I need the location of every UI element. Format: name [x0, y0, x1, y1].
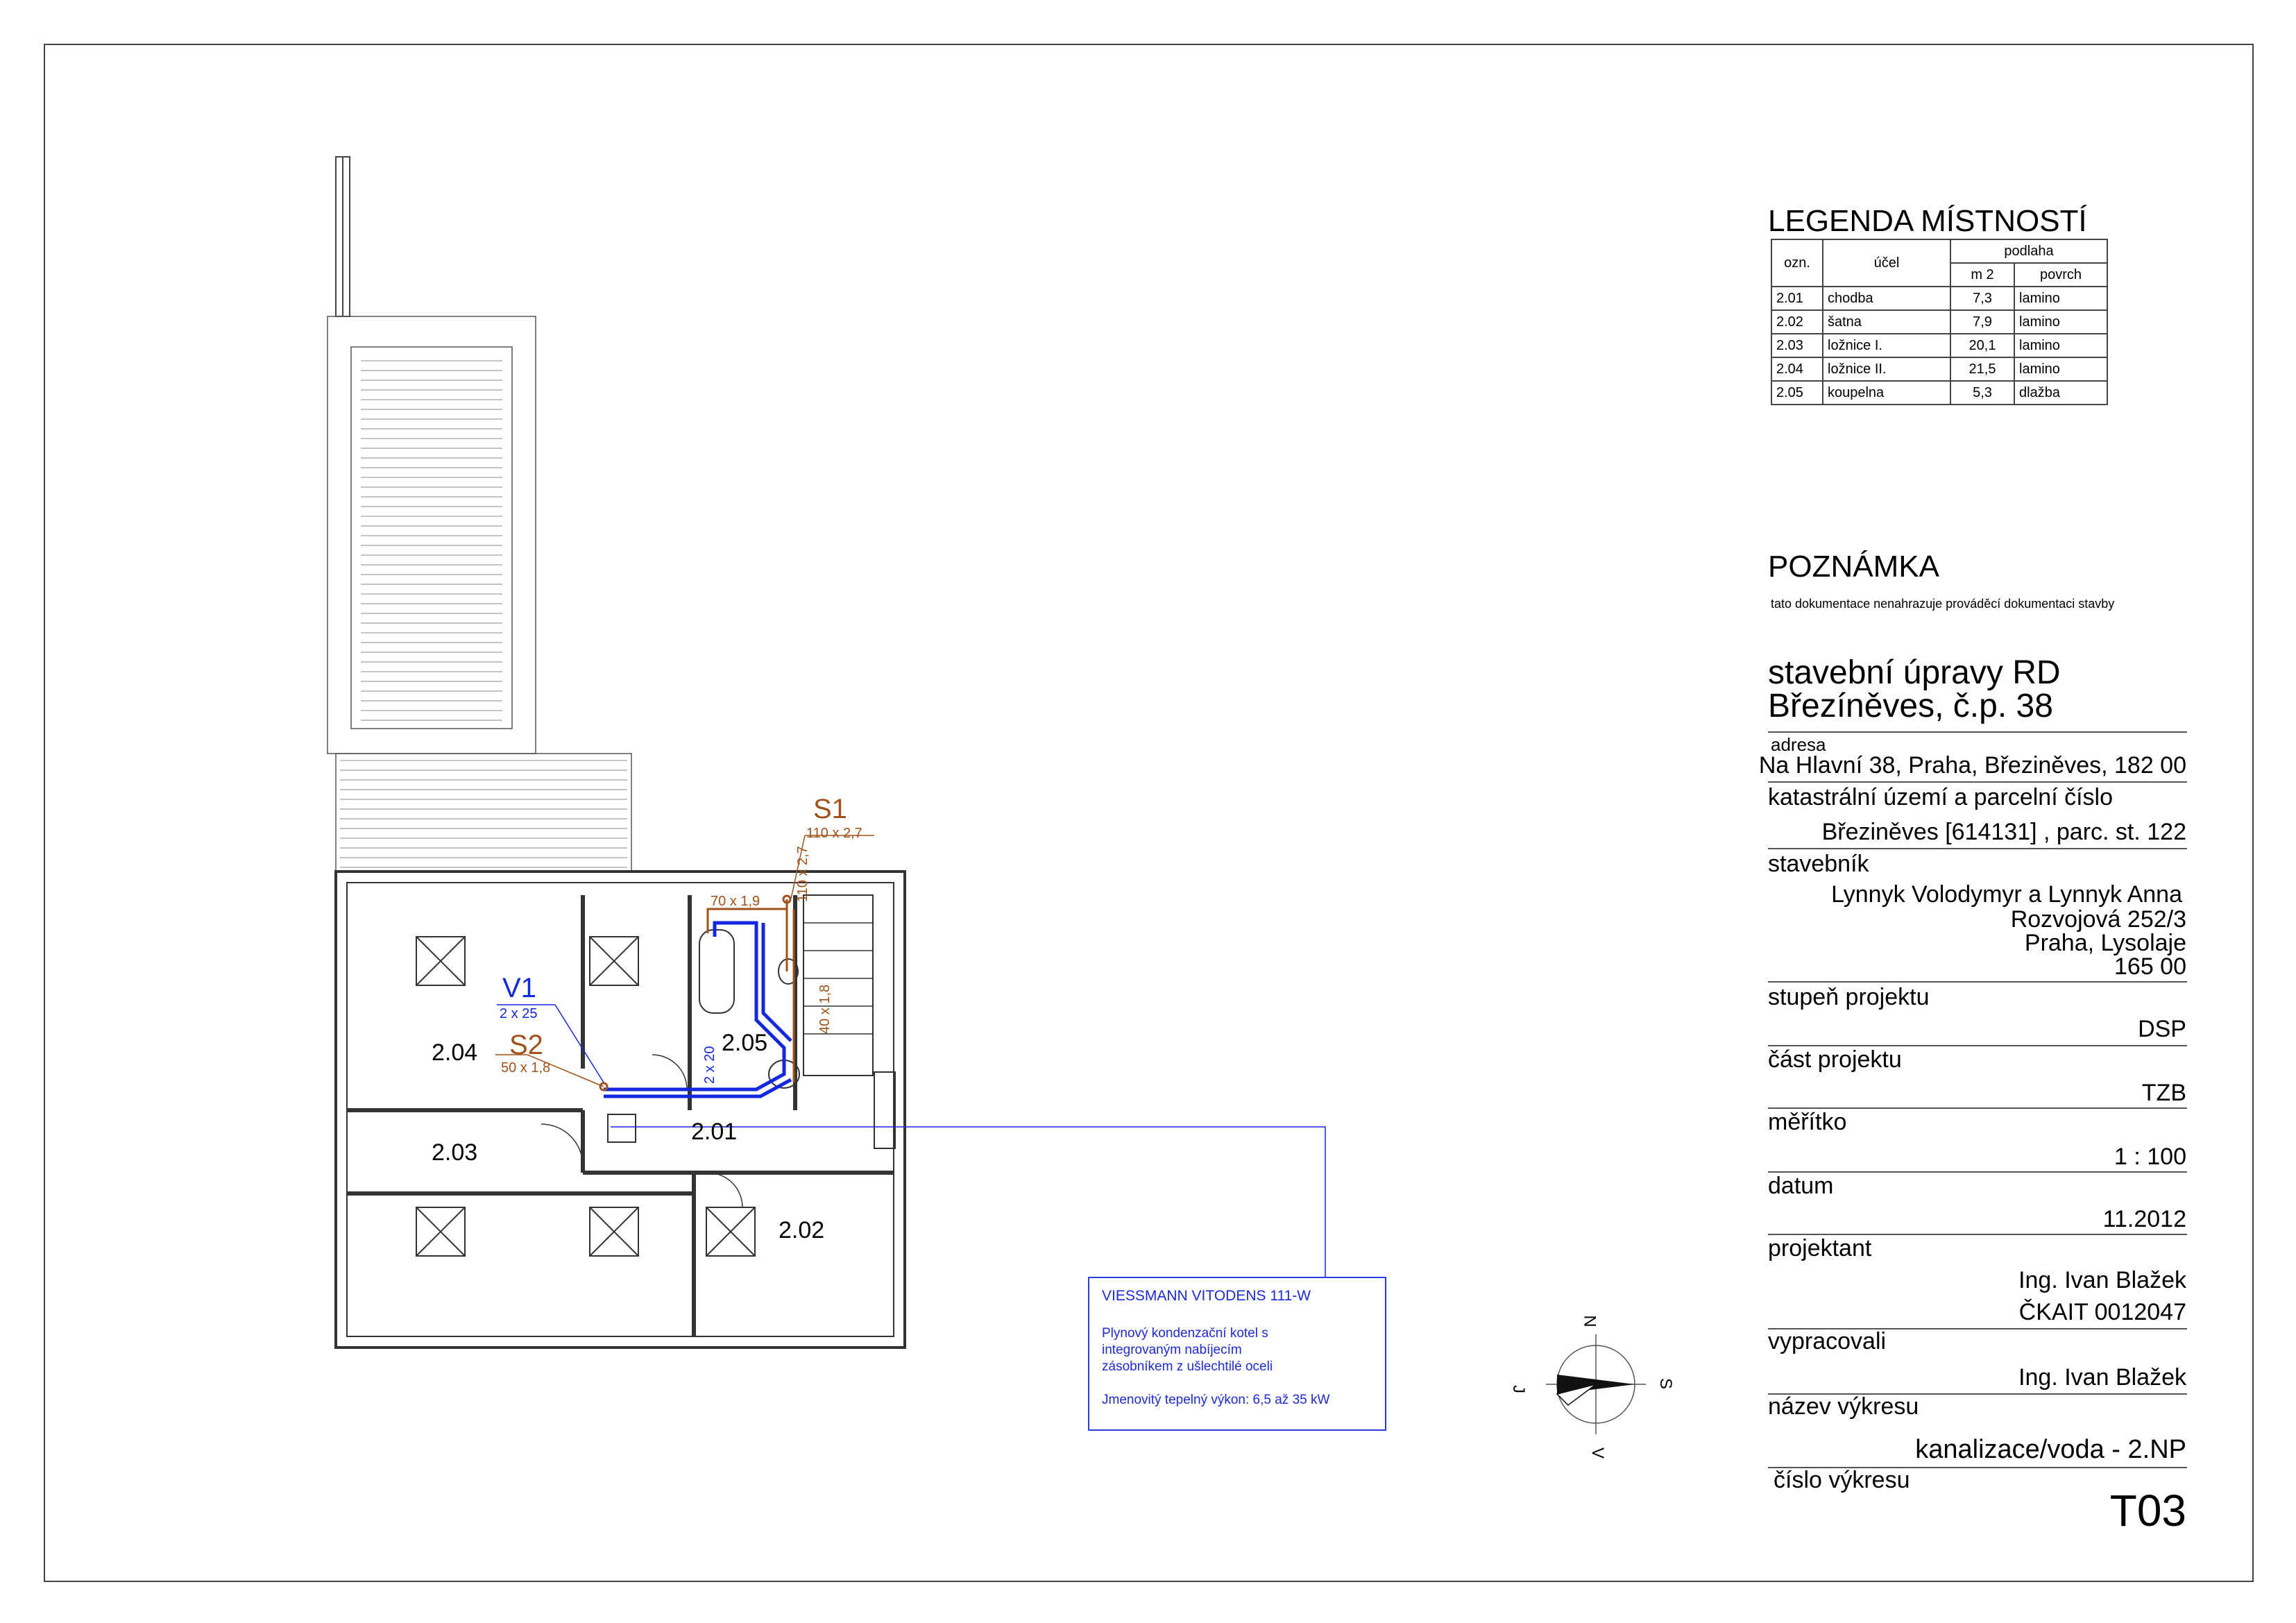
designer-value: Ing. Ivan Blažek: [2018, 1267, 2186, 1293]
compass-rose: [1546, 1334, 1646, 1434]
project-title-2: Březíněves, č.p. 38: [1768, 688, 2053, 724]
legend-cell-name: chodba: [1823, 287, 1950, 310]
note-title: POZNÁMKA: [1768, 550, 1939, 584]
room-2-04-label: 2.04: [432, 1039, 478, 1066]
date-label: datum: [1768, 1173, 1834, 1199]
legend-header-area: m 2: [1950, 263, 2014, 287]
address-label: adresa: [1771, 734, 1826, 755]
legend-cell-code: 2.05: [1771, 381, 1823, 405]
boiler-desc-3: zásobníkem z ušlechtilé oceli: [1102, 1359, 1273, 1374]
legend-row: [1771, 310, 2107, 334]
legend-header-purpose: účel: [1823, 239, 1950, 287]
designer-id: ČKAIT 0012047: [2018, 1299, 2186, 1325]
legend-row: [1771, 357, 2107, 381]
legend-header-code: ozn.: [1771, 239, 1823, 287]
part-value: TZB: [2141, 1080, 2186, 1106]
legend-cell-area: 7,3: [1950, 287, 2014, 310]
cadastre-value: Březiněves [614131] , parc. st. 122: [1821, 819, 2186, 845]
sewer-pipes: [495, 835, 874, 1090]
leader-lines: [497, 1005, 1325, 1277]
s1-tag: S1: [813, 794, 847, 824]
legend-cell-code: 2.03: [1771, 334, 1823, 357]
legend-cell-area: 20,1: [1950, 334, 2014, 357]
prepared-label: vypracovali: [1768, 1328, 1887, 1354]
boiler-desc-2: integrovaným nabíjecím: [1102, 1343, 1242, 1357]
drawing-no-label: číslo výkresu: [1774, 1467, 1910, 1493]
pipe-70-label: 70 x 1,9: [711, 894, 760, 909]
drawing-name-label: název výkresu: [1768, 1393, 1919, 1420]
scale-value: 1 : 100: [2114, 1144, 2186, 1170]
legend-cell-code: 2.02: [1771, 310, 1823, 334]
legend-cell-code: 2.04: [1771, 357, 1823, 381]
legend-cell-name: ložnice I.: [1823, 334, 1950, 357]
stage-label: stupeň projektu: [1768, 984, 1930, 1010]
date-value: 11.2012: [2102, 1206, 2186, 1232]
compass-j: J: [1509, 1385, 1528, 1393]
water-pipes: [604, 923, 791, 1096]
legend-cell-name: šatna: [1823, 310, 1950, 334]
legend-cell-surface: lamino: [2014, 334, 2107, 357]
drawing-name-value: kanalizace/voda - 2.NP: [1915, 1435, 2186, 1464]
room-2-01-label: 2.01: [691, 1119, 738, 1145]
s2-size: 50 x 1,8: [501, 1060, 551, 1076]
legend-cell-code: 2.01: [1771, 287, 1823, 310]
boiler-title: VIESSMANN VITODENS 111-W: [1102, 1288, 1311, 1304]
legend-cell-name: koupelna: [1823, 381, 1950, 405]
scale-label: měřítko: [1768, 1109, 1847, 1135]
address-value: Na Hlavní 38, Praha, Březiněves, 182 00: [1758, 752, 2186, 779]
builder-city: Praha, Lysolaje: [2024, 930, 2186, 956]
room-legend-table: [1771, 239, 2108, 405]
part-label: část projektu: [1768, 1046, 1902, 1073]
floor-plan: [336, 872, 905, 1348]
room-2-05-label: 2.05: [722, 1030, 768, 1056]
drawing-no-value: T03: [2109, 1486, 2186, 1536]
legend-row: [1771, 381, 2107, 405]
v1-size: 2 x 25: [500, 1006, 538, 1021]
prepared-value: Ing. Ivan Blažek: [2018, 1364, 2186, 1391]
pipe-110-vertical-label: 110 x 2,7: [795, 846, 810, 902]
s2-tag: S2: [509, 1030, 543, 1060]
legend-header-floor: podlaha: [1950, 239, 2107, 263]
builder-street: Rozvojová 252/3: [2010, 906, 2186, 933]
builder-name: Lynnyk Volodymyr a Lynnyk Anna: [1831, 881, 2182, 908]
legend-cell-area: 5,3: [1950, 381, 2014, 405]
s1-size: 110 x 2,7: [806, 826, 862, 841]
project-title-1: stavební úpravy RD: [1768, 654, 2061, 691]
note-text: tato dokumentace nenahrazuje prováděcí dokumentaci stavby: [1771, 597, 2115, 611]
pipe-40-label: 40 x 1,8: [817, 984, 833, 1034]
legend-cell-name: ložnice II.: [1823, 357, 1950, 381]
legend-title: LEGENDA MÍSTNOSTÍ: [1768, 204, 2087, 238]
roof-hatching: [340, 361, 627, 867]
builder-label: stavebník: [1768, 851, 1869, 877]
boiler-desc-1: Plynový kondenzační kotel s: [1102, 1326, 1268, 1341]
legend-cell-surface: lamino: [2014, 310, 2107, 334]
legend-cell-area: 7,9: [1950, 310, 2014, 334]
legend-rows: [1771, 287, 2107, 405]
legend-row: [1771, 334, 2107, 357]
room-2-02-label: 2.02: [779, 1217, 825, 1243]
builder-zip: 165 00: [2114, 953, 2186, 980]
legend-cell-surface: dlažba: [2014, 381, 2107, 405]
legend-cell-surface: lamino: [2014, 357, 2107, 381]
legend-cell-area: 21,5: [1950, 357, 2014, 381]
pipe-2x20-label: 2 x 20: [702, 1046, 717, 1084]
legend-header-surface: povrch: [2014, 263, 2107, 287]
v1-tag: V1: [502, 973, 536, 1003]
boiler-callout: [1088, 1277, 1386, 1431]
compass-n: N: [1580, 1315, 1599, 1327]
legend-row: [1771, 287, 2107, 310]
designer-label: projektant: [1768, 1235, 1872, 1261]
compass-v: V: [1588, 1447, 1608, 1459]
compass-s: S: [1656, 1377, 1676, 1390]
boiler-power: Jmenovitý tepelný výkon: 6,5 až 35 kW: [1102, 1393, 1330, 1407]
cadastre-label: katastrální území a parcelní číslo: [1768, 784, 2114, 810]
legend-cell-surface: lamino: [2014, 287, 2107, 310]
chimney: [336, 157, 350, 316]
room-2-03-label: 2.03: [432, 1139, 478, 1166]
stage-value: DSP: [2138, 1016, 2186, 1042]
